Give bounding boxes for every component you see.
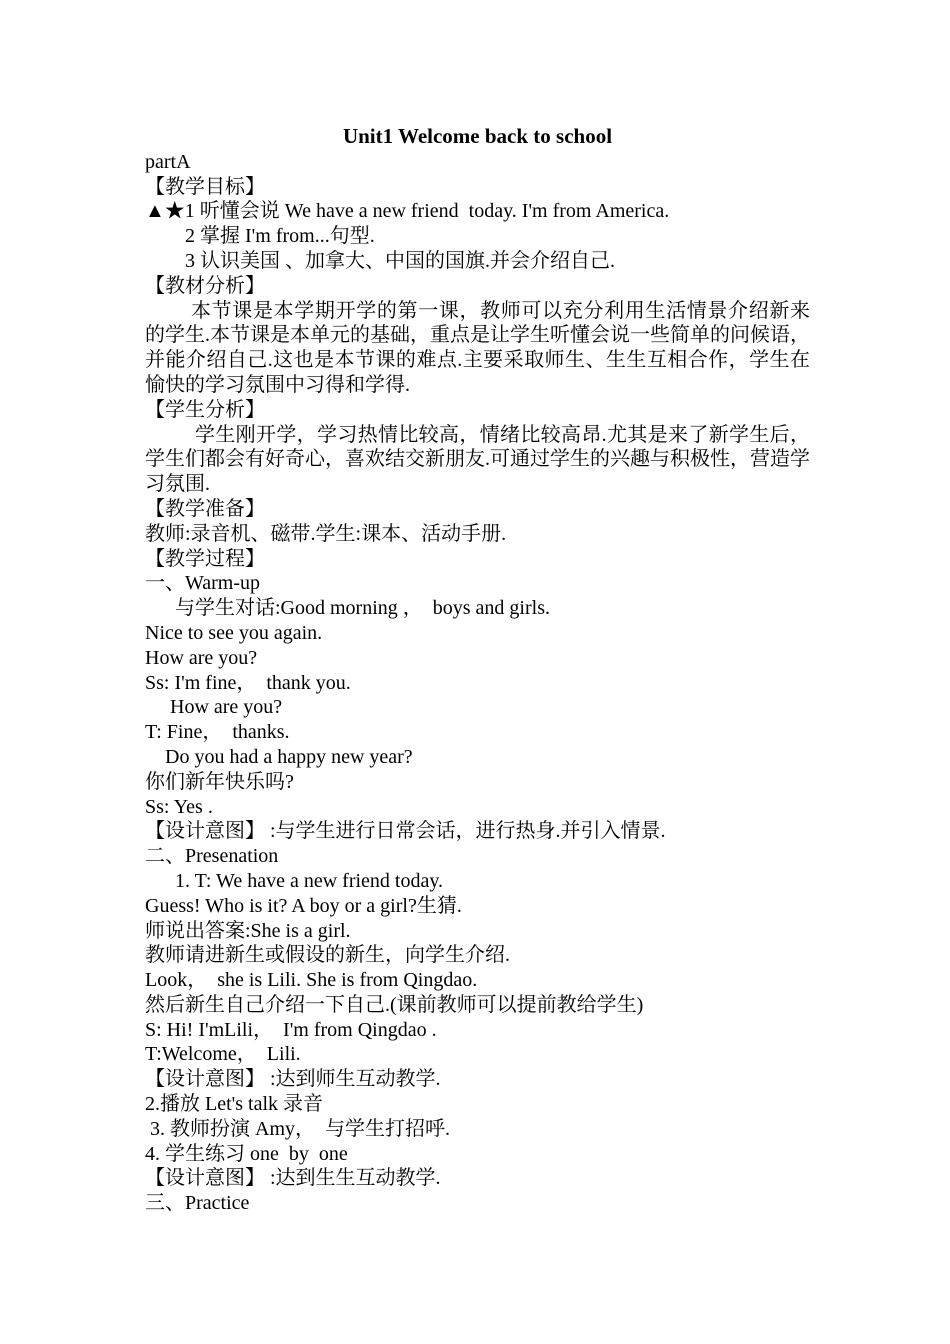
text-line: 4. 学生练习 one by one — [145, 1142, 348, 1165]
text-line: 1. T: We have a new friend today. — [145, 869, 444, 892]
text-line: Ss: Yes . — [145, 795, 213, 818]
text-line: 2.播放 Let's talk 录音 — [145, 1093, 324, 1116]
text-line: 2 掌握 I'm from...句型. — [145, 225, 375, 248]
text-line: T:Welcome， Lili. — [145, 1043, 301, 1066]
text-line: T: Fine， thanks. — [145, 721, 290, 744]
section-heading: 【学生分析】 — [145, 398, 265, 421]
text-line: 三、Practice — [145, 1192, 250, 1215]
text-line: How are you? — [145, 646, 258, 669]
text-line: 一、Warm-up — [145, 572, 261, 595]
text-line: Guess! Who is it? A boy or a girl?生猜. — [145, 894, 462, 917]
section-heading: 【教学目标】 — [145, 175, 265, 198]
text-line: 二、Presenation — [145, 845, 279, 868]
text-line: Do you had a happy new year? — [145, 745, 413, 768]
text-line: Nice to see you again. — [145, 621, 323, 644]
text-line: Look， she is Lili. She is from Qingdao. — [145, 969, 478, 992]
document-page — [145, 124, 810, 1216]
text-line: partA — [145, 150, 191, 173]
text-line: 3. 教师扮演 Amy， 与学生打招呼. — [145, 1117, 450, 1140]
text-line: 与学生对话:Good morning ， boys and girls. — [145, 597, 550, 620]
text-line: S: Hi! I'mLili， I'm from Qingdao . — [145, 1018, 437, 1041]
material-analysis-paragraph: 本节课是本学期开学的第一课，教师可以充分利用生活情景介绍新来的学生.本节课是本单元的基础，重点是让学生听懂会说一些简单的问候语，并能介绍自己.这也是本节课的难点.主要采取师生、生生互相合作，学生在愉快的学习氛围中习得和学得. — [145, 299, 810, 396]
section-heading: 【教材分析】 — [145, 274, 265, 297]
text-line: 教师请进新生或假设的新生，向学生介绍. — [145, 944, 510, 967]
text-line: 然后新生自己介绍一下自己.(课前教师可以提前教给学生) — [145, 993, 644, 1016]
text-line: ▲★1 听懂会说 We have a new friend today. I'm from America. — [145, 200, 670, 223]
text-line: 【设计意图】 :达到生生互动教学. — [145, 1167, 441, 1190]
text-line: 3 认识美国 、加拿大、中国的国旗.并会介绍自己. — [145, 249, 615, 272]
text-line: 【设计意图】 :达到师生互动教学. — [145, 1068, 441, 1091]
text-line: 【设计意图】 :与学生进行日常会话，进行热身.并引入情景. — [145, 820, 666, 843]
text-line: 教师:录音机、磁带.学生:课本、活动手册. — [145, 522, 507, 545]
student-analysis-paragraph: 学生刚开学，学习热情比较高，情绪比较高昂.尤其是来了新学生后，学生们都会有好奇心，喜欢结交新朋友.可通过学生的兴趣与积极性，营造学习氛围. — [145, 423, 810, 496]
text-line: How are you? — [145, 696, 283, 719]
section-heading: 【教学过程】 — [145, 547, 265, 570]
text-line: 你们新年快乐吗? — [145, 770, 294, 793]
section-heading: 【教学准备】 — [145, 497, 265, 520]
document-title: Unit1 Welcome back to school — [342, 124, 613, 148]
text-line: 师说出答案:She is a girl. — [145, 919, 351, 942]
text-line: Ss: I'm fine， thank you. — [145, 671, 351, 694]
